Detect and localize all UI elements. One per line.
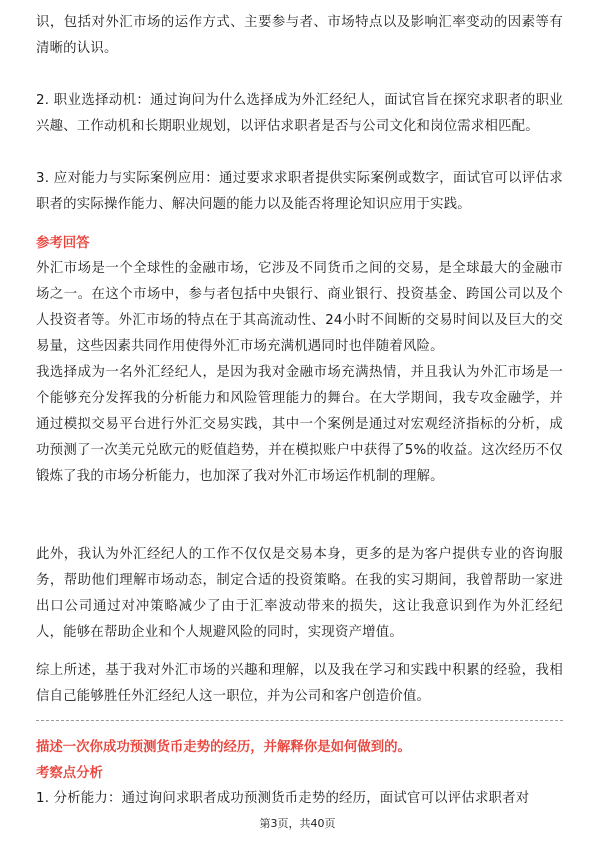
answer-heading: 参考回答: [36, 236, 90, 251]
answer-paragraph-4: 综上所述，基于我对外汇市场的兴趣和理解，以及我在学习和实践中积累的经验，我相信自己能够胜任外汇经纪人这一职位，并为公司和客户创造价值。: [36, 663, 563, 704]
point-3-case-application: 3. 应对能力与实际案例应用：通过要求求职者提供实际案例或数字，面试官可以评估求职者的实际操作能力、解决问题的能力以及能否将理论知识应用于实践。: [36, 171, 563, 212]
answer-paragraph-3: 此外，我认为外汇经纪人的工作不仅仅是交易本身，更多的是为客户提供专业的咨询服务，帮助他们理解市场动态，制定合适的投资策略。在我的实习期间，我曾帮助一家进出口公司通过对冲策略减少了由于汇率波动带来的损失，这让我意识到作为外汇经纪人，能够在帮助企业和个人规避风险的同时，实现资产增值。: [36, 547, 563, 640]
question-heading: 描述一次你成功预测货币走势的经历，并解释你是如何做到的。: [36, 740, 411, 755]
point-2-motivation: 2. 职业选择动机：通过询问为什么选择成为外汇经纪人，面试官旨在探究求职者的职业兴趣、工作动机和长期职业规划，以评估求职者是否与公司文化和岗位需求相匹配。: [36, 93, 563, 134]
answer-paragraph-2: 我选择成为一名外汇经纪人，是因为我对金融市场充满热情，并且我认为外汇市场是一个能够充分发挥我的分析能力和风险管理能力的舞台。在大学期间，我专攻金融学，并通过模拟交易平台进行外汇交易实践，其中一个案例是通过对宏观经济指标的分析，成功预测了一次美元兑欧元的贬值趋势，并在模拟账户中获得了5%的收益。这次经历不仅锻炼了我的市场分析能力，也加深了我对外汇市场运作机制的理解。: [36, 365, 563, 484]
answer-paragraph-1: 外汇市场是一个全球性的金融市场，它涉及不同货币之间的交易，是全球最大的金融市场之一。在这个市场中，参与者包括中央银行、商业银行、投资基金、跨国公司以及个人投资者等。外汇市场的特点在于其高流动性、24小时不间断的交易时间以及巨大的交易量，这些因素共同作用使得外汇市场充满机遇同时也伴随着风险。: [36, 261, 563, 354]
intro-continuation: 识，包括对外汇市场的运作方式、主要参与者、市场特点以及影响汇率变动的因素等有清晰的认识。: [36, 15, 563, 56]
analysis-heading: 考察点分析: [36, 766, 103, 781]
section-divider: [36, 720, 563, 721]
page-footer: 第3页，共40页: [259, 817, 336, 830]
analysis-point-1: 1. 分析能力：通过询问求职者成功预测货币走势的经历，面试官可以评估求职者对: [36, 791, 530, 806]
